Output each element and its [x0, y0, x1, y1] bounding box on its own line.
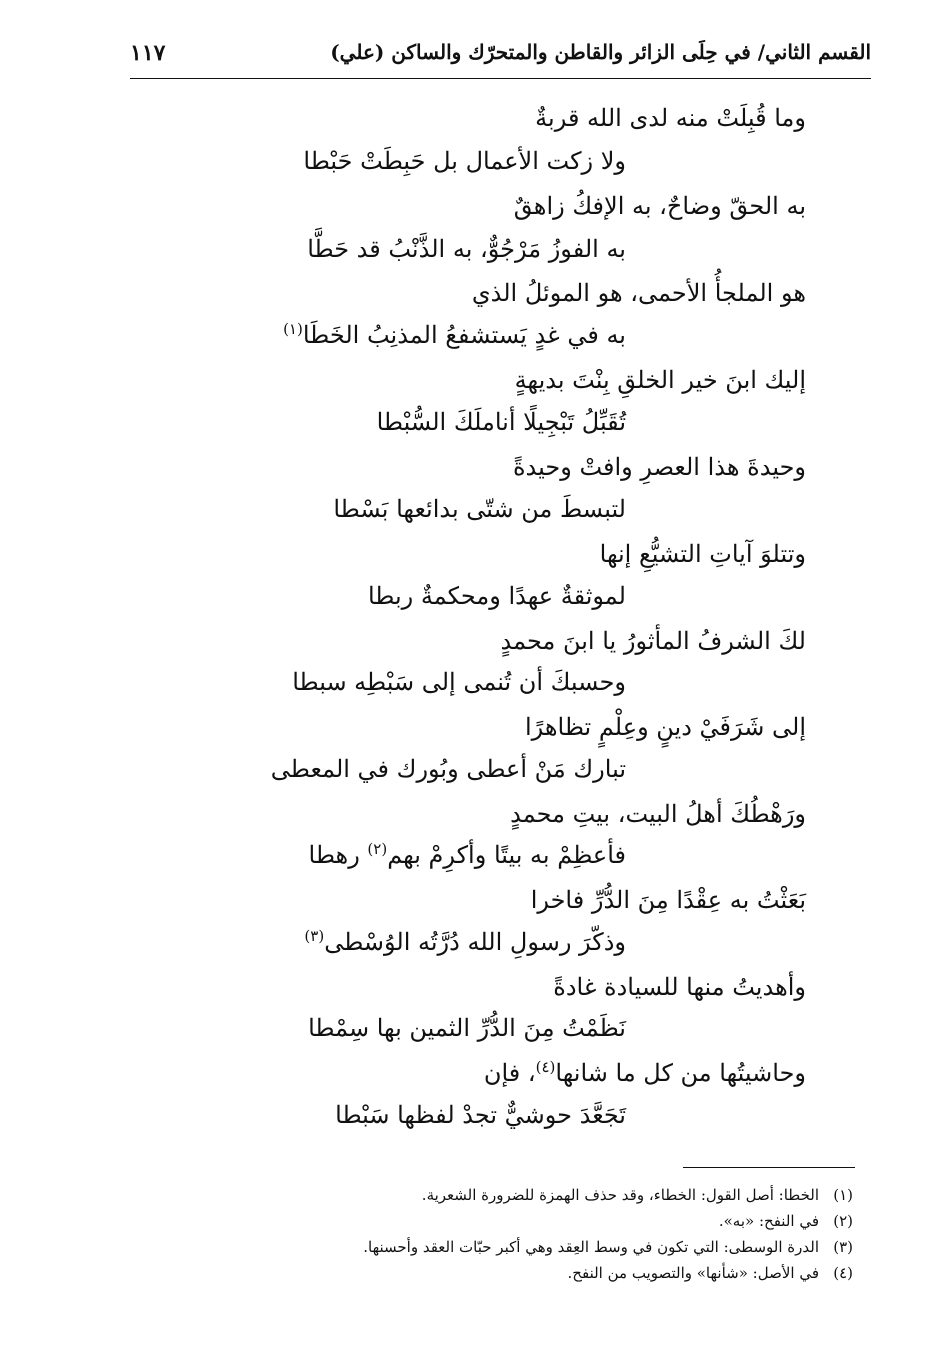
footnote-number: (٣)	[833, 1238, 853, 1256]
footnote-marker-1: (١)	[283, 320, 303, 338]
verse-2-first-hemistich: به الحقّ وضاحٌ، به الإفكُ زاهقٌ	[513, 192, 806, 220]
footnote-number: (١)	[833, 1186, 853, 1204]
verse-10-first-hemistich: بَعَثْتُ به عِقْدًا مِنَ الدُّرِّ فاخرا	[530, 886, 806, 914]
footnote-marker-3: (٣)	[304, 927, 325, 945]
verse-9-first-hemistich: ورَهْطُكَ أهلُ البيت، بيتِ محمدٍ	[510, 800, 806, 828]
verse-7-second-hemistich: وحسبكَ أن تُنمى إلى سَبْطِه سبطا	[292, 668, 626, 696]
verse-3-second-hemistich: به في غدٍ يَستشفعُ المذنِبُ الخَطَا$^{(١)}$	[283, 320, 626, 349]
footnote-text: الخطا: أصل القول: الخطاء، وقد حذف الهمزة للضرورة الشعرية.	[421, 1186, 819, 1204]
footnote-text: الدرة الوسطى: التي تكون في وسط العِقد وهي أكبر حبّات العقد وأحسنها.	[363, 1238, 819, 1256]
footnote-text: في الأصل: «شأنها» والتصويب من النفح.	[567, 1264, 819, 1282]
verse-9-second-hemistich: فأعظِمْ به بيتًا وأكرِمْ بهم$^{(٢)}$ رهطا	[308, 840, 626, 869]
verse-4-second-hemistich: تُقَبِّلُ تَبْجِيلًا أناملَكَ السُّبْطا	[376, 408, 626, 436]
verse-11-second-hemistich: نَظَمْتُ مِنَ الدُّرِّ الثمين بها سِمْطا	[308, 1014, 626, 1042]
verse-4-first-hemistich: إليك ابنَ خير الخلقِ بِنْتَ بديهةٍ	[514, 366, 806, 394]
footnote-1	[73, 1182, 853, 1208]
verse-10-second-hemistich: وذكّرَ رسولِ الله دُرَّتُه الوُسْطى$^{(٣)}$	[304, 927, 626, 956]
verse-12-second-hemistich: تَجَعَّدَ حوشيٌّ تجدْ لفظها سَبْطا	[335, 1101, 626, 1129]
verse-1-second-hemistich: ولا زكت الأعمال بل حَبِطَتْ حَبْطا	[303, 147, 626, 175]
running-header-title: القسم الثاني/ في حِلَى الزائر والقاطن والمتحرّك والساكن (علي)	[330, 40, 871, 64]
verse-1-first-hemistich: وما قُبِلَتْ منه لدى الله قربةٌ	[535, 104, 806, 132]
verse-8-first-hemistich: إلى شَرَفَيْ دينٍ وعِلْمٍ تظاهرًا	[524, 713, 806, 741]
footnote-divider	[683, 1167, 855, 1168]
footnote-marker-4: (٤)	[535, 1058, 556, 1076]
footnote-marker-2: (٢)	[367, 840, 388, 858]
verse-5-second-hemistich: لتبسطَ من شتّى بدائعها بَسْطا	[333, 495, 626, 523]
verse-7-first-hemistich: لكَ الشرفُ المأثورُ يا ابنَ محمدٍ	[500, 627, 806, 655]
verse-8-second-hemistich: تبارك مَنْ أعطى وبُورك في المعطى	[270, 755, 626, 783]
footnote-number: (٢)	[833, 1212, 853, 1230]
footnote-4	[73, 1260, 853, 1286]
verse-5-first-hemistich: وحيدةَ هذا العصرِ وافتْ وحيدةً	[512, 453, 806, 481]
verse-2-second-hemistich: به الفوزُ مَرْجُوٌّ، به الذَّنْبُ قد حَطَّا	[307, 235, 626, 263]
footnote-text: في النفح: «به».	[718, 1212, 819, 1230]
footnote-2	[73, 1208, 853, 1234]
verse-12-first-hemistich: وحاشيتُها من كل ما شانها$^{(٤)}$، فإن	[483, 1058, 806, 1087]
verse-6-second-hemistich: لموثقةٌ عهدًا ومحكمةٌ ربطا	[367, 582, 626, 610]
header-divider	[130, 78, 871, 79]
page-number: ١١٧	[130, 40, 166, 66]
footnotes	[73, 1182, 853, 1286]
verse-3-first-hemistich: هو الملجأُ الأحمى، هو الموئلُ الذي	[471, 279, 806, 307]
footnote-3	[73, 1234, 853, 1260]
footnote-number: (٤)	[833, 1264, 853, 1282]
verse-6-first-hemistich: وتتلوَ آياتِ التشيُّعِ إنها	[599, 540, 806, 568]
verse-11-first-hemistich: وأهديتُ منها للسيادة غادةً	[553, 973, 806, 1001]
